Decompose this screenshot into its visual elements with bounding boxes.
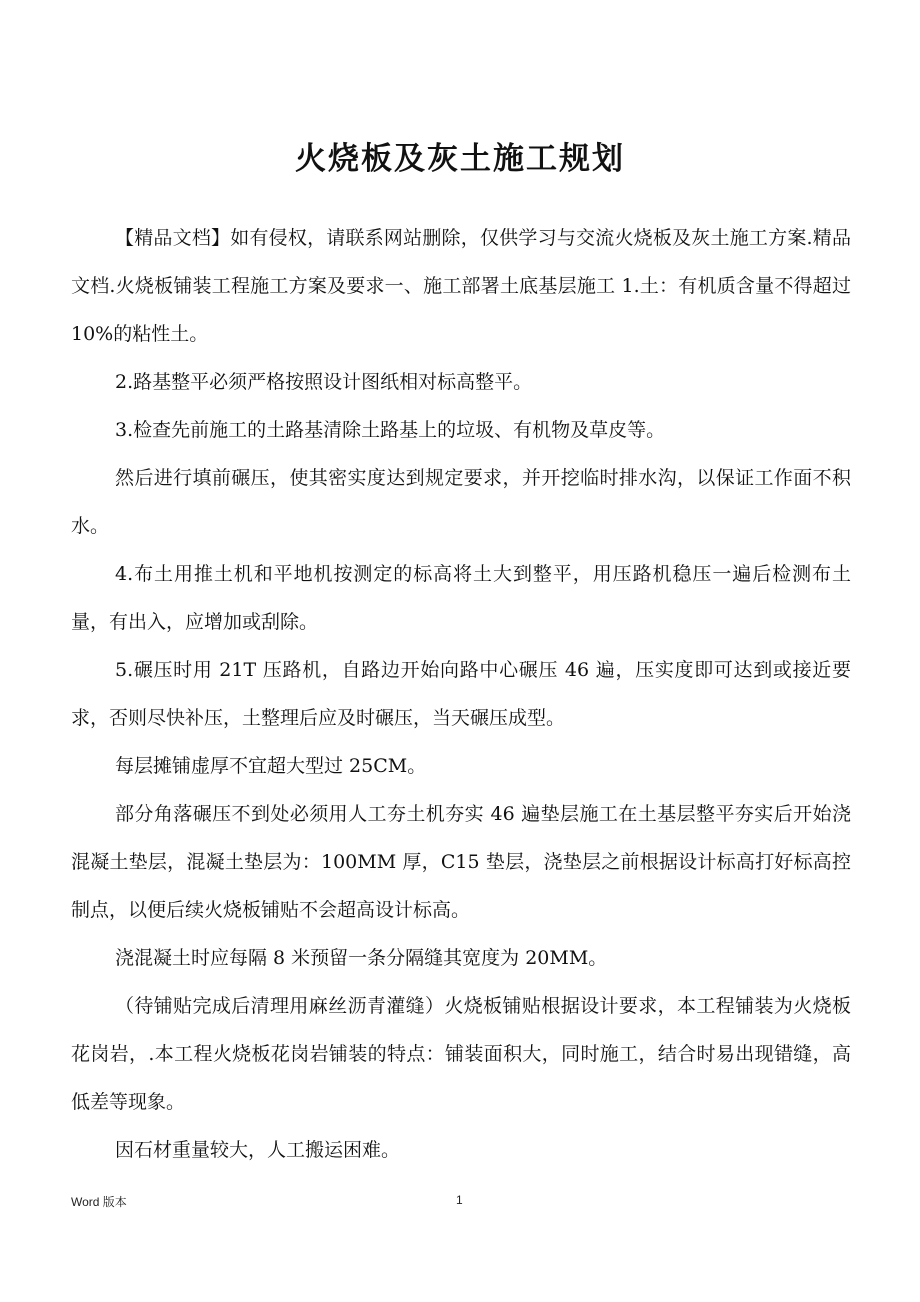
paragraph-stone-weight: 因石材重量较大，人工搬运困难。 — [115, 1139, 401, 1161]
paragraph-step-3: 3.检查先前施工的土路基清除土路基上的垃圾、有机物及草皮等。 — [115, 419, 666, 441]
paragraph-step-2: 2.路基整平必须严格按照设计图纸相对标高整平。 — [115, 371, 533, 393]
paragraph-corner-compaction: 部分角落碾压不到处必须用人工夯土机夯实 46 遍垫层施工在土基层整平夯实后开始浇混凝土垫层，混凝土垫层为：100MM 厚，C15 垫层，浇垫层之前根据设计标高打好标高控制点，以便后续火烧板铺贴不会超高设计标高。 — [71, 803, 851, 921]
paragraph-pre-compaction: 然后进行填前碾压，使其密实度达到规定要求，并开挖临时排水沟，以保证工作面不积水。 — [71, 467, 851, 537]
paragraph-intro: 【精品文档】如有侵权，请联系网站删除，仅供学习与交流火烧板及灰土施工方案.精品文档.火烧板铺装工程施工方案及要求一、施工部署土底基层施工 1.土：有机质含量不得超过 10%的粘性土。 — [71, 227, 851, 345]
paragraph-layer-thickness: 每层摊铺虚厚不宜超大型过 25CM。 — [115, 755, 427, 777]
paragraph-step-5: 5.碾压时用 21T 压路机，自路边开始向路中心碾压 46 遍，压实度即可达到或接近要求，否则尽快补压，土整理后应及时碾压，当天碾压成型。 — [71, 659, 851, 729]
footer-label: Word 版本 — [71, 1195, 127, 1209]
page-number: 1 — [456, 1193, 463, 1207]
document-body — [71, 214, 851, 1174]
paragraph-joints: 浇混凝土时应每隔 8 米预留一条分隔缝其宽度为 20MM。 — [115, 947, 608, 969]
paragraph-step-4: 4.布土用推土机和平地机按测定的标高将土大到整平，用压路机稳压一遍后检测布土量，有出入，应增加或刮除。 — [71, 563, 851, 633]
paragraph-paving: （待铺贴完成后清理用麻丝沥青灌缝）火烧板铺贴根据设计要求，本工程铺装为火烧板花岗岩，.本工程火烧板花岗岩铺装的特点：铺装面积大，同时施工，结合时易出现错缝，高低差等现象。 — [71, 995, 851, 1113]
document-title: 火烧板及灰土施工规划 — [295, 141, 625, 177]
